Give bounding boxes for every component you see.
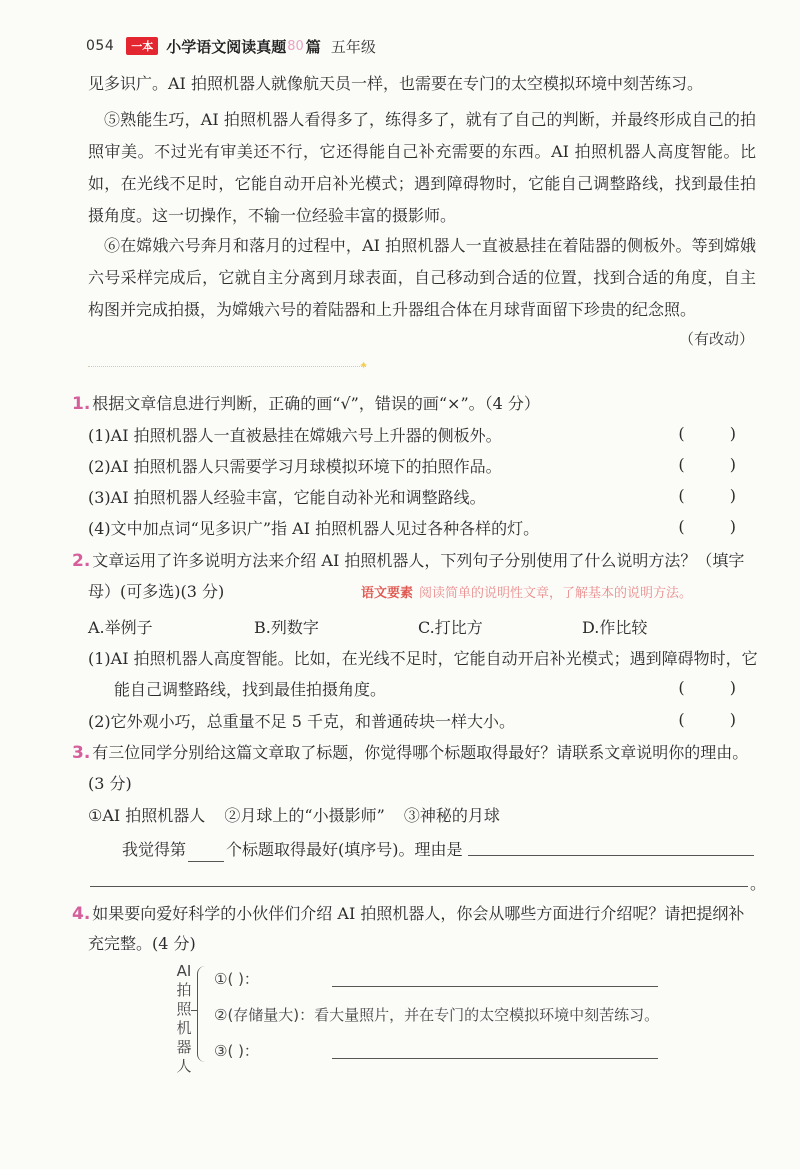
outline-label-char: 拍 [176, 981, 192, 999]
note-text: 阅读简单的说明性文章，了解基本的说明方法。 [419, 586, 693, 601]
passage-paragraph-5: ⑤熟能生巧，AI 拍照机器人看得多了，练得多了，就有了自己的判断，并最终形成自己的拍照审美。不过光有审美还不行，它还得能自己补充需要的东西。AI 拍照机器人高度智能。比如，在光线不足时，它能自动开启补光模式；遇到障碍物时，它能自己调整路线，找到最佳拍摄角度。这一切操作，不输一位经验丰富的摄影师。 [88, 110, 756, 225]
question-4-text-line1: 如果要向爱好科学的小伙伴们介绍 AI 拍照机器人，你会从哪些方面进行介绍呢？请把提纲补 [92, 904, 745, 923]
question-1-stem [72, 392, 762, 416]
title-option-1: ①AI 拍照机器人 [88, 806, 206, 825]
q1-item-4: (4)文中加点词“见多识广”指 AI 拍照机器人见过各种各样的灯。 [88, 519, 540, 538]
page-header [86, 34, 376, 58]
outline-label-char: 器 [176, 1038, 192, 1056]
outline-item-1-blank[interactable] [332, 986, 658, 987]
q1-answer-paren-2[interactable]: ( ) [678, 455, 756, 474]
q1-item-1: (1)AI 拍照机器人一直被悬挂在嫦娥六号上升器的侧板外。 [88, 426, 502, 445]
page-number: 054 [86, 38, 115, 54]
outline-label [176, 962, 192, 1076]
publisher-logo: 一本 [126, 37, 158, 55]
question-3-text-line1: 有三位同学分别给这篇文章取了标题，你觉得哪个标题取得最好？请联系文章说明你的理由。 [92, 743, 749, 762]
q3-reason-blank-1[interactable] [468, 855, 754, 856]
outline-item-3-blank[interactable] [332, 1058, 658, 1059]
question-3-stem [72, 741, 762, 765]
q1-item-3: (3)AI 拍照机器人经验丰富，它能自动补光和调整路线。 [88, 488, 486, 507]
question-4-number: 4. [72, 904, 91, 924]
section-divider [88, 366, 366, 367]
outline-item-1: ①( )： [214, 970, 259, 988]
title-options [88, 803, 514, 826]
revision-note: （有改动） [678, 330, 754, 348]
outline-label-char: 机 [176, 1019, 192, 1037]
book-count-unit: 篇 [305, 37, 321, 56]
star-icon: ✦ [359, 359, 369, 372]
q1-answer-paren-1[interactable]: ( ) [678, 424, 756, 443]
q3-answer-middle: 个标题取得最好(填序号)。理由是 [226, 840, 463, 859]
outline-brace [197, 966, 208, 1062]
outline-item-3: ③( )： [214, 1042, 259, 1060]
question-2-text-line2: 母）(可多选)(3 分) [88, 582, 225, 601]
q3-title-number-blank[interactable] [188, 845, 224, 862]
outline-diagram [170, 962, 690, 1075]
q3-reason-blank-2[interactable] [90, 886, 748, 887]
question-3-number: 3. [72, 743, 91, 763]
outline-label-char: 照 [176, 1000, 192, 1018]
question-2-stem [72, 549, 762, 573]
q2-answer-paren-1[interactable]: ( ) [678, 678, 756, 697]
q3-answer-line [122, 838, 472, 862]
question-4-text-line2: 充完整。(4 分) [88, 934, 196, 953]
book-series-title: 小学语文阅读真题 [166, 37, 287, 56]
question-1-number: 1. [72, 394, 91, 414]
q3-end-mark: 。 [750, 874, 767, 893]
q3-answer-prefix: 我觉得第 [122, 840, 187, 859]
outline-item-2: ②(存储量大)：看大量照片，并在专门的太空模拟环境中刻苦练习。 [214, 1006, 660, 1024]
question-2-text-line1: 文章运用了许多说明方法来介绍 AI 拍照机器人，下列句子分别使用了什么说明方法？（填字 [92, 551, 745, 570]
q2-item-2: (2)它外观小巧，总重量不足 5 千克，和普通砖块一样大小。 [88, 712, 516, 731]
passage-paragraph-6: ⑥在嫦娥六号奔月和落月的过程中，AI 拍照机器人一直被悬挂在着陆器的侧板外。等到嫦娥六号采样完成后，它就自主分离到月球表面，自己移动到合适的位置，找到合适的角度，自主构图并完成拍摄，为嫦娥六号的着陆器和上升器组合体在月球背面留下珍贵的纪念照。 [88, 236, 756, 319]
grade-label: 五年级 [330, 37, 376, 56]
outline-label-char: AI [176, 962, 192, 980]
option-b: B.列数字 [254, 618, 319, 637]
language-element-note [361, 582, 692, 601]
option-d: D.作比较 [582, 618, 648, 637]
outline-label-char: 人 [176, 1057, 192, 1075]
q2-answer-paren-2[interactable]: ( ) [678, 710, 756, 729]
q2-item-1-line2: 能自己调整路线，找到最佳拍摄角度。 [114, 680, 387, 699]
question-1-text: 根据文章信息进行判断，正确的画“√”，错误的画“×”。（4 分） [92, 394, 540, 413]
question-3-text-line2: (3 分) [88, 774, 132, 793]
note-tag: 语文要素 [361, 586, 414, 601]
question-4-stem [72, 902, 762, 926]
book-count: 80 [287, 38, 304, 54]
q1-item-2: (2)AI 拍照机器人只需要学习月球模拟环境下的拍照作品。 [88, 457, 502, 476]
option-c: C.打比方 [418, 618, 483, 637]
option-a: A.举例子 [88, 618, 153, 637]
title-option-2: ②月球上的“小摄影师” [224, 806, 385, 825]
q1-answer-paren-3[interactable]: ( ) [678, 486, 756, 505]
q1-answer-paren-4[interactable]: ( ) [678, 517, 756, 536]
passage-paragraph-4-end: 见多识广。AI 拍照机器人就像航天员一样，也需要在专门的太空模拟环境中刻苦练习。 [88, 74, 703, 93]
q2-item-1-line1: (1)AI 拍照机器人高度智能。比如，在光线不足时，它能自动开启补光模式；遇到障碍物时，它 [88, 649, 758, 668]
title-option-3: ③神秘的月球 [403, 806, 500, 825]
question-2-number: 2. [72, 551, 91, 571]
